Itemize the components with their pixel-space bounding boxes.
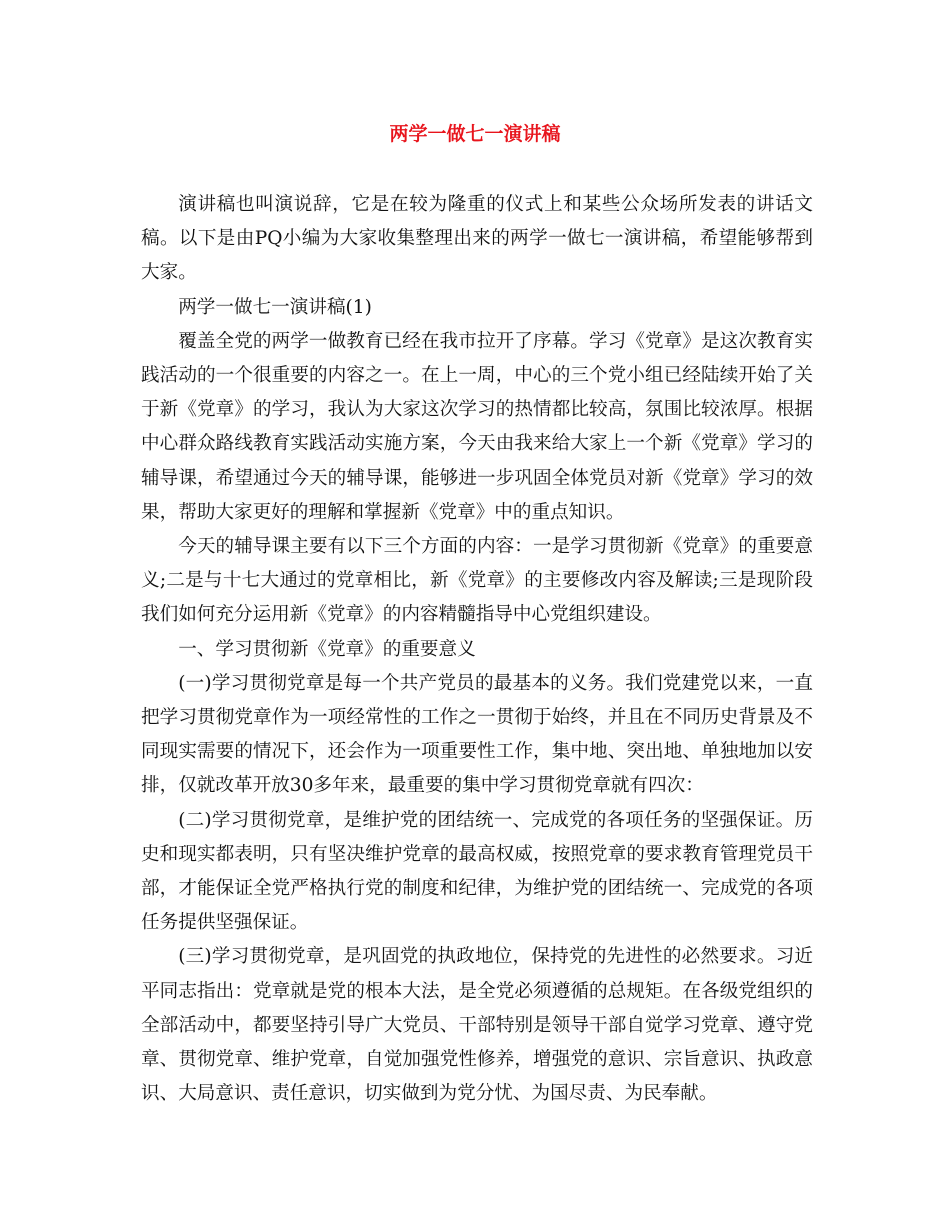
document-title: 两学一做七一演讲稿	[389, 123, 561, 145]
document-body	[141, 188, 813, 1111]
paragraph-opening: 覆盖全党的两学一做教育已经在我市拉开了序幕。学习《党章》是这次教育实践活动的一个很重要的内容之一。在上一周，中心的三个党小组已经陆续开始了关于新《党章》的学习，我认为大家这次学习的热情都比较高，氛围比较浓厚。根据中心群众路线教育实践活动实施方案，今天由我来给大家上一个新《党章》学习的辅导课，希望通过今天的辅导课，能够进一步巩固全体党员对新《党章》学习的效果，帮助大家更好的理解和掌握新《党章》中的重点知识。	[141, 330, 813, 523]
paragraph-intro: 演讲稿也叫演说辞，它是在较为隆重的仪式上和某些公众场所发表的讲话文稿。以下是由PQ小编为大家收集整理出来的两学一做七一演讲稿，希望能够帮到大家。	[141, 194, 813, 284]
paragraph-point-2: (二)学习贯彻党章，是维护党的团结统一、完成党的各项任务的坚强保证。历史和现实都表明，只有坚决维护党章的最高权威，按照党章的要求教育管理党员干部，才能保证全党严格执行党的制度和纪律，为维护党的团结统一、完成党的各项任务提供坚强保证。	[141, 809, 813, 934]
paragraph-point-1: (一)学习贯彻党章是每一个共产党员的最基本的义务。我们党建党以来，一直把学习贯彻党章作为一项经常性的工作之一贯彻于始终，并且在不同历史背景及不同现实需要的情况下，还会作为一项重要性工作，集中地、突出地、单独地加以安排，仅就改革开放30多年来，最重要的集中学习贯彻党章就有四次：	[141, 672, 813, 797]
paragraph-subtitle: 两学一做七一演讲稿(1)	[178, 296, 372, 318]
paragraph-overview: 今天的辅导课主要有以下三个方面的内容：一是学习贯彻新《党章》的重要意义;二是与十七大通过的党章相比，新《党章》的主要修改内容及解读;三是现阶段我们如何充分运用新《党章》的内容精髓指导中心党组织建设。	[141, 536, 813, 626]
paragraph-point-3: (三)学习贯彻党章，是巩固党的执政地位，保持党的先进性的必然要求。习近平同志指出：党章就是党的根本大法，是全党必须遵循的总规矩。在各级党组织的全部活动中，都要坚持引导广大党员、干部特别是领导干部自觉学习党章、遵守党章、贯彻党章、维护党章，自觉加强党性修养，增强党的意识、宗旨意识、执政意识、大局意识、责任意识，切实做到为党分忧、为国尽责、为民奉献。	[141, 946, 813, 1105]
section-heading-1: 一、学习贯彻新《党章》的重要意义	[178, 638, 476, 660]
